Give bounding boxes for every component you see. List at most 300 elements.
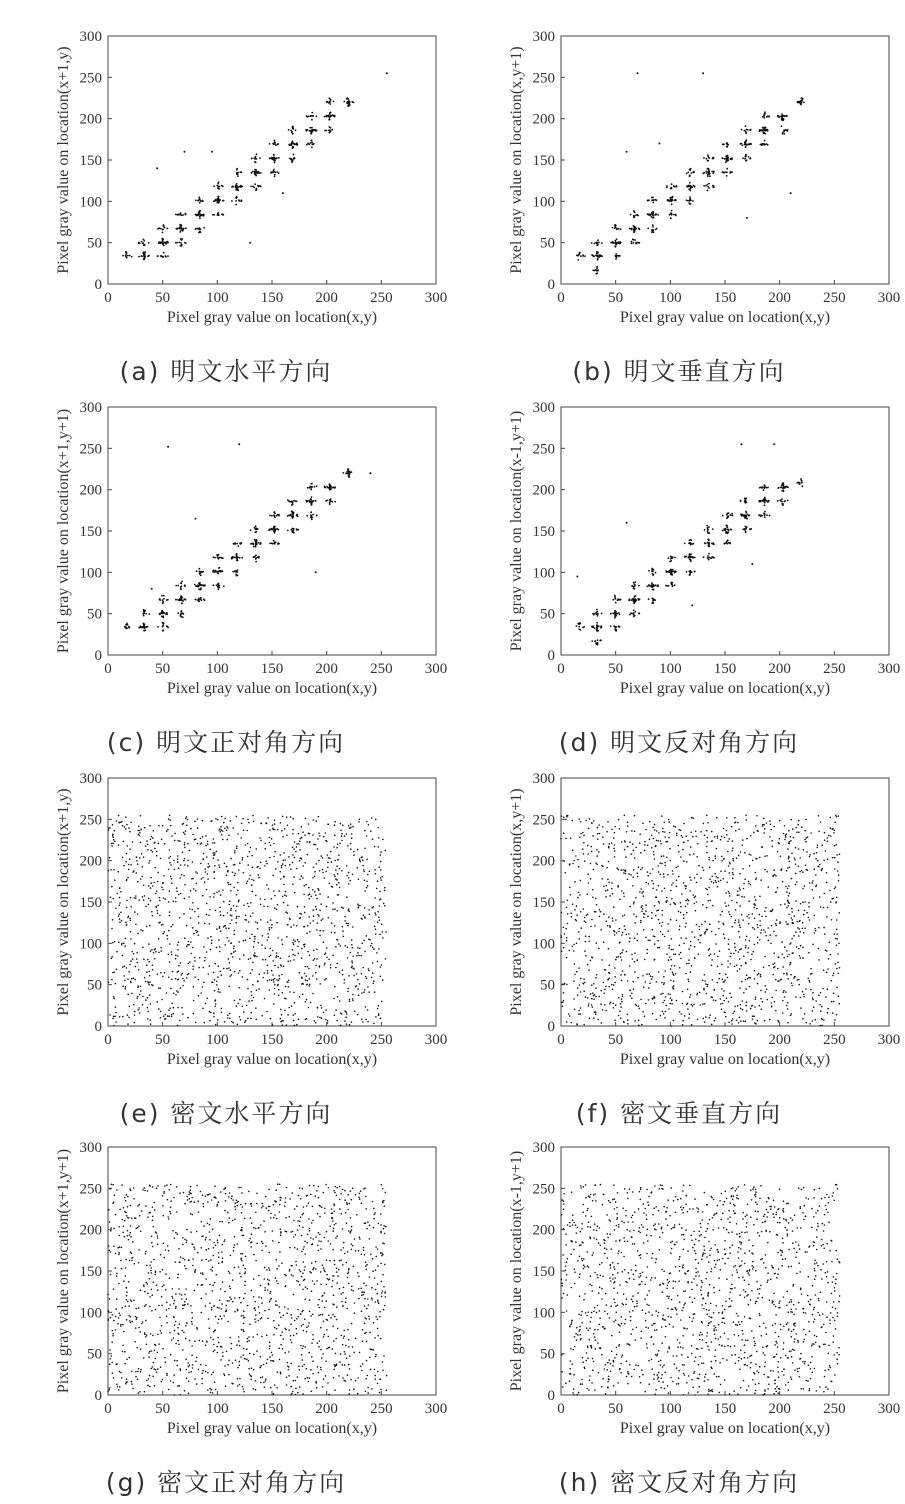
data-point [337,859,339,861]
data-point [143,899,145,901]
data-point [347,991,349,993]
data-point [230,943,232,945]
data-point [707,529,709,531]
data-point [112,1018,114,1020]
data-point [122,986,124,988]
data-point [233,945,235,947]
data-point [803,994,805,996]
data-point [588,969,590,971]
data-point [216,947,218,949]
data-point [637,876,639,878]
data-point [832,898,834,900]
data-point [837,953,839,955]
data-point [168,977,170,979]
data-point [342,969,344,971]
data-point [216,981,218,983]
data-point [635,242,637,244]
data-point [373,948,375,950]
data-point [634,922,636,924]
data-point [226,826,228,828]
data-point [609,978,611,980]
data-point [379,905,381,907]
data-point [173,1013,175,1015]
data-point [369,472,371,474]
x-tick-label: 100 [206,290,229,306]
data-point [349,1000,351,1002]
data-point [676,886,678,888]
data-point [613,1003,615,1005]
data-point [148,898,150,900]
data-point [652,224,654,226]
data-point [648,598,650,600]
data-point [691,571,693,573]
data-point [764,514,766,516]
data-point [216,185,218,187]
data-point [230,858,232,860]
data-point [712,158,714,160]
data-point [238,916,240,918]
data-point [664,865,666,867]
data-point [799,955,801,957]
data-point [763,929,765,931]
data-point [340,1025,342,1027]
data-point [633,913,635,915]
data-point [136,958,138,960]
data-point [648,883,650,885]
data-point [813,915,815,917]
data-point [186,977,188,979]
data-point [336,847,338,849]
data-point [192,902,194,904]
data-point [265,822,267,824]
data-point [312,115,314,117]
data-point [195,200,197,202]
data-point [346,1013,348,1015]
data-point [779,499,781,501]
data-point [112,837,114,839]
data-point [633,242,635,244]
data-point [750,854,752,856]
x-tick-label: 50 [155,290,171,306]
data-point [637,959,639,961]
data-point [183,860,185,862]
data-point [787,848,789,850]
data-point [679,967,681,969]
data-point [576,576,578,578]
data-point [343,982,345,984]
data-point [230,884,232,886]
data-point [115,908,117,910]
data-point [294,857,296,859]
data-point [708,859,710,861]
data-point [578,938,580,940]
data-point [177,855,179,857]
data-point [700,1004,702,1006]
data-point [128,626,130,628]
data-point [187,843,189,845]
data-point [800,997,802,999]
data-point [657,214,659,216]
data-point [386,72,388,74]
data-point [165,613,167,615]
data-point [331,932,333,934]
data-point [707,160,709,162]
data-point [299,849,301,851]
data-point [215,1024,217,1026]
data-point [692,543,694,545]
data-point [288,514,290,516]
data-point [109,857,111,859]
data-point [232,872,234,874]
data-point [834,888,836,890]
data-point [337,910,339,912]
data-point [242,859,244,861]
data-point [633,239,635,241]
data-point [315,571,317,573]
data-point [277,861,279,863]
data-point [602,836,604,838]
data-point [229,904,231,906]
data-point [199,216,201,218]
data-point [634,830,636,832]
data-point [722,157,724,159]
data-point [127,1023,129,1025]
data-point [217,585,219,587]
data-point [595,898,597,900]
data-point [771,840,773,842]
data-point [211,151,213,153]
data-point [611,842,613,844]
data-point [788,885,790,887]
data-point [593,820,595,822]
data-point [199,210,201,212]
data-point [375,1016,377,1018]
data-point [587,997,589,999]
data-point [183,228,185,230]
data-point [163,598,165,600]
data-point [627,846,629,848]
data-point [200,588,202,590]
data-point [153,952,155,954]
data-point [222,185,224,187]
data-point [795,931,797,933]
data-point [703,556,705,558]
data-point [676,186,678,188]
data-point [798,910,800,912]
data-point [783,973,785,975]
data-point [239,542,241,544]
data-point [219,951,221,953]
data-point [152,885,154,887]
data-point [169,862,171,864]
data-point [638,228,640,230]
data-point [605,890,607,892]
data-point [130,938,132,940]
data-point [236,816,238,818]
data-point [275,144,277,146]
data-point [367,1021,369,1023]
data-point [783,490,785,492]
data-point [347,947,349,949]
data-point [284,859,286,861]
data-point [694,958,696,960]
x-tick-label: 250 [370,290,393,306]
data-point [270,954,272,956]
x-tick-label: 300 [877,1032,901,1048]
data-point [624,929,626,931]
data-point [171,1014,173,1016]
data-point [824,933,826,935]
data-point [314,876,316,878]
data-point [689,200,691,202]
data-point [722,530,724,532]
data-point [163,612,165,614]
data-point [250,972,252,974]
data-point [707,984,709,986]
data-point [253,997,255,999]
data-point [615,225,617,227]
data-point [721,1008,723,1010]
data-point [317,1016,319,1018]
data-point [192,909,194,911]
data-point [258,942,260,944]
data-point [287,924,289,926]
data-point [715,880,717,882]
data-point [276,157,278,159]
data-point [784,825,786,827]
data-point [671,210,673,212]
data-point [755,997,757,999]
data-point [314,958,316,960]
data-point [123,943,125,945]
data-point [596,266,598,268]
data-point [726,525,728,527]
data-point [586,915,588,917]
data-point [140,929,142,931]
data-point [274,984,276,986]
data-point [719,950,721,952]
x-tick-label: 0 [557,1032,565,1048]
data-point [296,868,298,870]
data-point [616,613,618,615]
data-point [726,172,728,174]
data-point [231,1021,233,1023]
data-point [704,921,706,923]
data-point [157,905,159,907]
data-point [151,949,153,951]
data-point [119,822,121,824]
data-point [671,1003,673,1005]
data-point [707,184,709,186]
data-point [745,160,747,162]
data-point [766,129,768,131]
data-point [639,833,641,835]
data-point [780,904,782,906]
y-tick-label: 0 [547,1019,555,1035]
data-point [143,256,145,258]
data-point [762,1001,764,1003]
data-point [579,984,581,986]
data-point [654,824,656,826]
data-point [642,908,644,910]
data-point [764,504,766,506]
data-point [329,883,331,885]
data-point [706,852,708,854]
data-point [352,947,354,949]
data-point [795,863,797,865]
data-point [799,984,801,986]
data-point [715,934,717,936]
data-point [238,972,240,974]
data-point [251,934,253,936]
data-point [240,837,242,839]
data-point [234,875,236,877]
data-point [745,511,747,513]
data-point [289,919,291,921]
data-point [627,1019,629,1021]
data-point [627,822,629,824]
data-point [160,858,162,860]
data-point [161,887,163,889]
data-point [181,581,183,583]
data-point [776,925,778,927]
data-point [282,944,284,946]
data-point [710,953,712,955]
data-point [255,161,257,163]
data-point [290,144,292,146]
data-point [662,934,664,936]
data-point [351,960,353,962]
data-point [179,840,181,842]
x-tick-label: 0 [104,661,112,677]
data-point [836,854,838,856]
y-axis-label: Pixel gray value on location(x+1,y) [55,46,72,274]
data-point [749,986,751,988]
data-point [593,983,595,985]
data-point [314,1020,316,1022]
data-point [781,486,783,488]
data-point [709,175,711,177]
data-point [824,839,826,841]
data-point [348,975,350,977]
data-point [732,868,734,870]
data-point [567,913,569,915]
data-point [177,858,179,860]
data-point [135,897,137,899]
data-point [828,958,830,960]
data-point [364,848,366,850]
data-point [323,942,325,944]
data-point [323,1012,325,1014]
data-point [308,887,310,889]
data-point [800,100,802,102]
data-point [634,961,636,963]
data-point [192,966,194,968]
data-point [579,623,581,625]
data-point [673,954,675,956]
data-point [576,625,578,627]
data-point [742,839,744,841]
data-point [827,968,829,970]
data-point [310,1002,312,1004]
data-point [738,931,740,933]
data-point [209,849,211,851]
data-point [296,925,298,927]
data-point [273,960,275,962]
data-point [287,825,289,827]
data-point [269,989,271,991]
data-point [283,884,285,886]
data-point [315,895,317,897]
y-tick-label: 100 [532,565,555,582]
data-point [143,240,145,242]
data-point [364,951,366,953]
data-point [793,977,795,979]
data-point [806,1022,808,1024]
data-point [259,172,261,174]
data-point [358,995,360,997]
data-point [812,999,814,1001]
data-point [374,926,376,928]
data-point [580,255,582,257]
data-point [196,883,198,885]
data-point [647,875,649,877]
data-point [362,865,364,867]
data-point [213,1012,215,1014]
data-point [258,874,260,876]
data-point [687,840,689,842]
data-point [311,127,313,129]
data-point [186,925,188,927]
data-point [693,1004,695,1006]
data-point [675,973,677,975]
x-tick-label: 200 [315,661,338,677]
data-point [246,883,248,885]
data-point [663,855,665,857]
data-point [759,500,761,502]
data-point [377,827,379,829]
data-point [564,983,566,985]
data-point [147,1018,149,1020]
data-point [111,928,113,930]
data-point [121,944,123,946]
data-point [805,819,807,821]
data-point [142,1004,144,1006]
data-point [316,115,318,117]
data-point [127,1014,129,1016]
data-point [308,144,310,146]
x-tick-label: 250 [370,661,393,677]
data-point [177,1007,179,1009]
data-point [324,877,326,879]
data-point [746,526,748,528]
data-point [224,1021,226,1023]
data-point [379,934,381,936]
data-point [299,840,301,842]
data-point [217,965,219,967]
data-point [267,970,269,972]
data-point [762,132,764,134]
data-point [231,200,233,202]
data-point [292,949,294,951]
data-point [286,981,288,983]
data-point [621,952,623,954]
data-point [157,913,159,915]
x-tick-label: 300 [877,661,901,677]
data-point [272,875,274,877]
data-point [180,613,182,615]
data-point [622,915,624,917]
